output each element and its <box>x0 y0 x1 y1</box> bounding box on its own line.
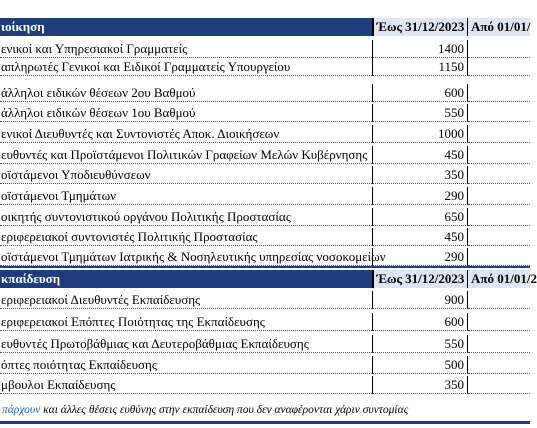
row-label: ευθυντές και Προϊστάμενοι Πολιτικών Γραφείων Μελών Κυβέρνησης <box>0 146 372 164</box>
section-title: κπαίδευση <box>1 271 61 286</box>
table-row <box>0 291 530 309</box>
row-value-new <box>468 356 530 374</box>
table-row <box>0 58 530 76</box>
row-label: οικητής συντονιστικού οργάνου Πολιτικής Προστασίας <box>0 208 372 226</box>
table-row <box>0 146 530 164</box>
row-label: εριφερειακοί Επόπτες Ποιότητας της Εκπαίδευσης <box>0 313 372 331</box>
row-value: 900 <box>372 291 468 309</box>
section-title: ιοίκηση <box>1 19 45 34</box>
row-label: οϊστάμενοι Τμημάτων <box>0 187 372 205</box>
table-row <box>0 376 530 394</box>
row-value-new <box>468 248 530 266</box>
row-label: οϊστάμενοι Υποδιευθύνσεων <box>0 166 372 184</box>
column-header-until-2023: Έως 31/12/2023 <box>372 270 468 288</box>
row-value-new <box>468 291 530 309</box>
row-label: άλληλοι ειδικών θέσεων 1ου Βαθμού <box>0 104 372 122</box>
row-label: εριφερειακοί συντονιστές Πολιτικής Προστασίας <box>0 228 372 246</box>
row-value-new <box>468 125 530 143</box>
table-row <box>0 166 530 184</box>
row-value-new <box>468 228 530 246</box>
row-value: 290 <box>372 187 468 205</box>
row-label: οϊστάμενοι Τμημάτων Ιατρικής & Νοσηλευτικής υπηρεσίας νοσοκομείων <box>1 249 386 264</box>
row-value-new <box>468 58 530 76</box>
table-row <box>0 187 530 205</box>
row-label: όπτες ποιότητας Εκπαίδευσης <box>0 356 372 374</box>
footnote-text: και άλλες θέσεις ευθύνης στην εκπαίδευση που δεν αναφέρονται χάριν συντομίας <box>40 404 409 416</box>
footnote <box>0 401 532 419</box>
column-header-until-2023: Έως 31/12/2023 <box>372 18 468 36</box>
table-row <box>0 248 530 266</box>
section-header-education <box>0 270 537 288</box>
table-row <box>0 313 530 331</box>
row-value: 1400 <box>372 40 468 58</box>
table-row <box>0 208 530 226</box>
table-row <box>0 125 530 143</box>
row-value-new <box>468 146 530 164</box>
row-value: 650 <box>372 208 468 226</box>
row-label: ενικοί και Υπηρεσιακοί Γραμματείς <box>0 40 372 58</box>
row-label: ενικοί Διευθυντές και Συντονιστές Αποκ. Διοικήσεων <box>0 125 372 143</box>
row-label: ευθυντές Πρωτοβάθμιας και Δευτεροβάθμιας Εκπαίδευσης <box>0 335 372 353</box>
footnote-highlight: πάρχουν <box>2 404 41 416</box>
row-value-new <box>468 376 530 394</box>
section-divider <box>0 266 530 268</box>
row-value: 350 <box>372 166 468 184</box>
row-value: 600 <box>372 313 468 331</box>
table-row <box>0 84 530 102</box>
row-value: 550 <box>372 335 468 353</box>
row-label: άλληλοι ειδικών θέσεων 2ου Βαθμού <box>0 84 372 102</box>
row-value: 350 <box>372 376 468 394</box>
row-value: 450 <box>372 146 468 164</box>
row-value-new <box>468 84 530 102</box>
table-row <box>0 104 530 122</box>
row-label: απληρωτές Γενικοί και Ειδικοί Γραμματείς Υπουργείου <box>0 58 372 76</box>
table-row <box>0 228 530 246</box>
row-value-new <box>468 187 530 205</box>
table-row <box>0 356 530 374</box>
row-value-new <box>468 208 530 226</box>
row-value: 1150 <box>372 58 468 76</box>
row-value-new <box>468 104 530 122</box>
row-value-new <box>468 335 530 353</box>
section-header-administration <box>0 18 530 36</box>
table-row <box>0 40 530 58</box>
row-value: 1000 <box>372 125 468 143</box>
row-value: 450 <box>372 228 468 246</box>
row-value-new <box>468 40 530 58</box>
row-value: 600 <box>372 84 468 102</box>
row-label: εριφερειακοί Διευθυντές Εκπαίδευσης <box>0 291 372 309</box>
row-value: 500 <box>372 356 468 374</box>
row-value: 550 <box>372 104 468 122</box>
column-header-from-2024: Από 01/01/2 <box>468 270 530 288</box>
row-value-new <box>468 166 530 184</box>
bottom-border <box>0 421 530 424</box>
row-value: 290 <box>372 248 468 266</box>
column-header-from-2024: Από 01/01/ <box>468 18 530 36</box>
table-row <box>0 335 530 353</box>
row-value-new <box>468 313 530 331</box>
row-label: μβουλοι Εκπαίδευσης <box>0 376 372 394</box>
